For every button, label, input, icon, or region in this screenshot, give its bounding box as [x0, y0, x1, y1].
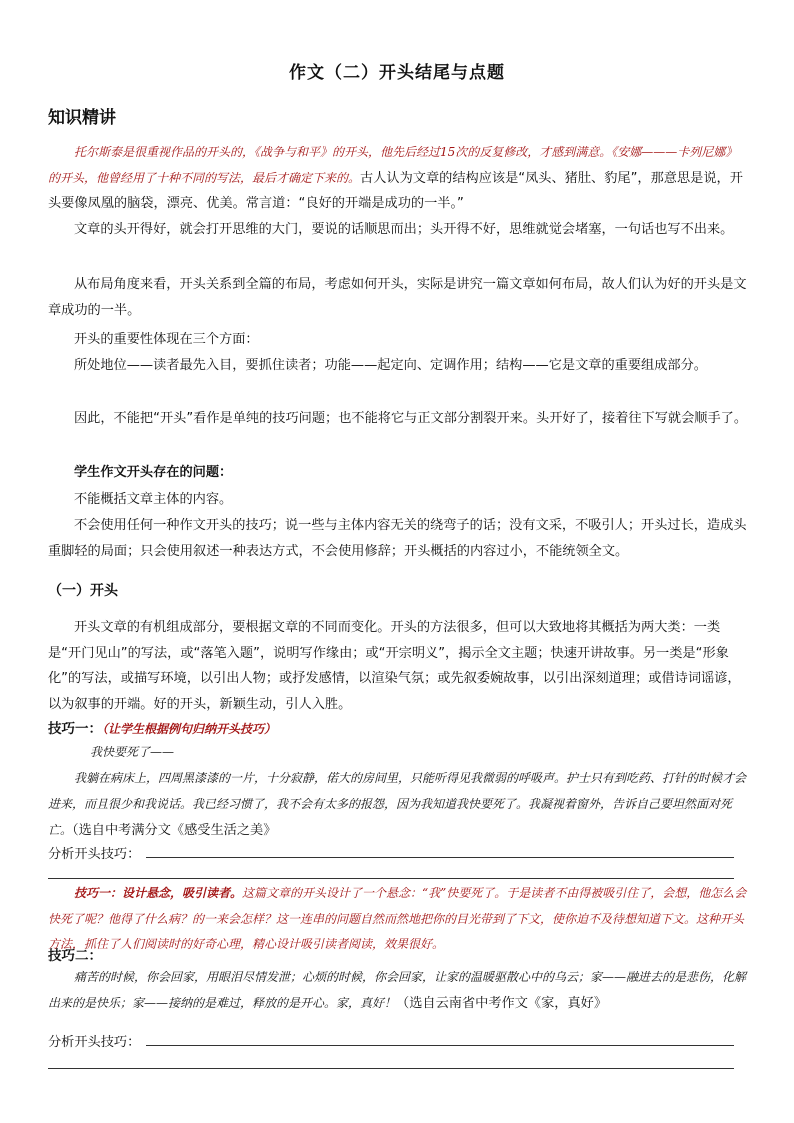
answer-1-body: 这篇文章的开头设计了一个悬念：“我”快要死了。于是读者不由得被吸引住了，会想，他怎么会快死了呢？他得了什么病？的一来会怎样？这一连串的问题自然而然地把你的目光带到了下文，使你迫不及待想知道下文。这种开头方法，抓住了人们阅读时的好奇心理，精心设计吸引读者阅读，效果很好。	[48, 886, 747, 951]
answer-1-lead: 技巧一：设计悬念，吸引读者。	[74, 886, 243, 900]
answer-line-1b[interactable]	[48, 878, 734, 879]
problem-2: 不会使用任何一种作文开头的技巧；说一些与主体内容无关的绕弯子的话；没有文采，不吸引人；开头过长，造成头重脚轻的局面；只会使用叙述一种表达方式，不会使用修辞；开头概括的内容过小，不能统领全文。	[48, 518, 747, 559]
intro-paragraph	[48, 140, 748, 217]
analysis-label-1: 分析开头技巧：	[48, 847, 141, 862]
answer-line-2a[interactable]	[146, 1045, 734, 1046]
page-title: 作文（二）开头结尾与点题	[289, 63, 505, 83]
intro-black-text: 古人认为文章的结构应该是“凤头、猪肚、豹尾”，那意思是说，开头要像凤凰的脑袋，漂亮、优美。常言道：“良好的开端是成功的一半。”	[48, 170, 743, 211]
answer-line-1a[interactable]	[146, 857, 734, 858]
paragraph-7: 开头文章的有机组成部分，要根据文章的不同而变化。开头的方法很多，但可以大致地将其概括为两大类：一类是“开门见山”的写法，或“落笔入题”，说明写作缘由；或“开宗明义”，揭示全文主题；快速开讲故事。另一类是“形象化”的写法，或描写环境，以引出人物；或抒发感情，以渲染气氛；或先叙委婉故事，以引出深刻道理；或借诗词谣谚，以为叙事的开端。好的开头，新颖生动，引人入胜。	[48, 620, 741, 712]
problems-heading: 学生作文开头存在的问题：	[74, 465, 233, 480]
tip-2-heading: 技巧二：	[48, 948, 102, 964]
tip-1-note: （让学生根据例句归纳开头技巧）	[102, 722, 277, 736]
paragraph-2: 文章的头开得好，就会打开思维的大门，要说的话顺思而出；头开得不好，思维就觉会堵塞，一句话也写不出来。	[74, 222, 734, 237]
tip-1-heading	[48, 717, 276, 737]
answer-1-paragraph	[48, 881, 748, 958]
paragraph-3: 从布局角度来看，开头关系到全篇的布局，考虑如何开头，实际是讲究一篇文章如何布局，故人们认为好的开头是文章成功的一半。	[48, 277, 747, 318]
section-heading-knowledge: 知识精讲	[48, 108, 116, 128]
answer-line-2b[interactable]	[48, 1068, 734, 1069]
example-2-source: （选自云南省中考作文《家，真好》	[396, 995, 608, 1011]
paragraph-5: 所处地位——读者最先入目，要抓住读者；功能——起定向、定调作用；结构——它是文章的重要组成部分。	[74, 358, 707, 373]
example-1-source: （选自中考满分文《感受生活之美》	[72, 823, 277, 838]
paragraph-6: 因此，不能把“开头”看作是单纯的技巧问题；也不能将它与正文部分割裂开来。头开好了，接着往下写就会顺手了。	[74, 411, 748, 426]
problem-1: 不能概括文章主体的内容。	[74, 492, 233, 507]
example-1-title: 我快要死了——	[90, 745, 175, 759]
intro-red-text: 托尔斯泰是很重视作品的开头的，《战争与和平》的开头，他先后经过15次的反复修改，才感到满意。《安娜———卡列尼娜》的开头，他曾经用了十种不同的写法，最后才确定下来的。	[48, 145, 738, 185]
tip-1-label: 技巧一：	[48, 721, 102, 737]
example-1-paragraph	[48, 766, 748, 844]
analysis-label-2: 分析开头技巧：	[48, 1035, 141, 1050]
example-2-paragraph	[48, 965, 748, 1016]
example-1-body: 我躺在病床上，四周黑漆漆的一片，十分寂静，偌大的房间里，只能听得见我微弱的呼吸声。护士只有到吃药、打针的时候才会进来，而且很少和我说话。我已经习惯了，我不会有太多的报怨，因为我知道我快要死了。我凝视着窗外，告诉自己要坦然面对死亡。	[48, 771, 747, 837]
paragraph-4: 开头的重要性体现在三个方面：	[74, 332, 259, 347]
example-2-body: 痛苦的时候，你会回家，用眼泪尽情发泄；心烦的时候，你会回家，让家的温暖驱散心中的乌云；家——融进去的是悲伤，化解出来的是快乐；家——接纳的是难过，释放的是开心。家，真好！	[48, 970, 747, 1010]
section-heading-opening: （一）开头	[48, 583, 118, 599]
